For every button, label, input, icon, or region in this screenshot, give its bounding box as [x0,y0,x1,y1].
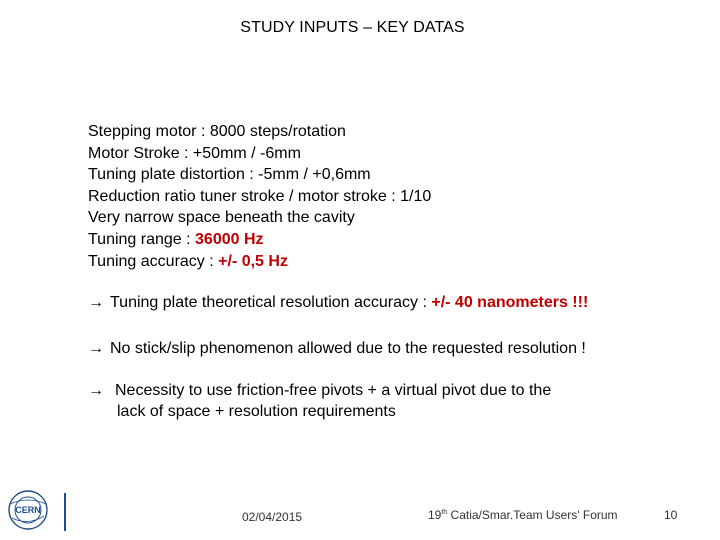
arrow-right-icon: → [88,382,104,399]
list-item-text: Tuning accuracy : [88,252,219,270]
resolution-value: +/- 40 nanometers !!! [431,294,589,311]
forum-ordinal: 19 [428,508,442,522]
tuning-accuracy-value: +/- 0,5 Hz [218,252,288,270]
logo-divider [64,493,66,531]
list-item-text: Stepping motor : 8000 steps/rotation [88,123,346,140]
slide-title: STUDY INPUTS – KEY DATAS [240,19,465,36]
conclusion-stick-slip [88,338,586,359]
arrow-right-icon: → [88,294,104,311]
arrow-right-icon: → [88,340,104,357]
page-number: 10 [664,508,678,522]
footer-date: 02/04/2015 [242,510,303,524]
list-item-text: Very narrow space beneath the cavity [88,209,355,227]
forum-ordinal-suffix: th [441,509,448,516]
forum-name: Catia/Smar.Team Users' Forum [447,508,618,522]
list-item-text: Tuning range : [88,230,196,248]
list-item-text: Reduction ratio tuner stroke / motor stroke : 1/10 [88,187,432,205]
list-item [88,251,431,273]
cern-logo-icon [6,488,50,532]
conclusion-text: No stick/slip phenomenon allowed due to the requested resolution ! [110,340,586,357]
list-item [88,164,431,186]
list-item-text: Motor Stroke : +50mm / -6mm [88,144,301,162]
conclusion-text: Necessity to use friction-free pivots + a virtual pivot due to the [115,382,552,399]
list-item [88,121,431,143]
conclusion-text: Tuning plate theoretical resolution accuracy : [110,294,432,311]
list-item [88,143,431,165]
key-data-list [88,121,431,272]
conclusion-line [88,380,551,401]
list-item [88,207,431,229]
cern-logo-text: CERN [15,505,41,515]
footer-forum [428,508,618,522]
tuning-range-value: 36000 Hz [195,230,264,248]
conclusion-resolution [88,292,588,313]
conclusion-line: lack of space + resolution requirements [117,403,396,420]
conclusion-pivots [88,380,551,422]
list-item [88,186,431,208]
list-item-text: Tuning plate distortion : -5mm / +0,6mm [88,166,371,184]
list-item [88,229,431,251]
